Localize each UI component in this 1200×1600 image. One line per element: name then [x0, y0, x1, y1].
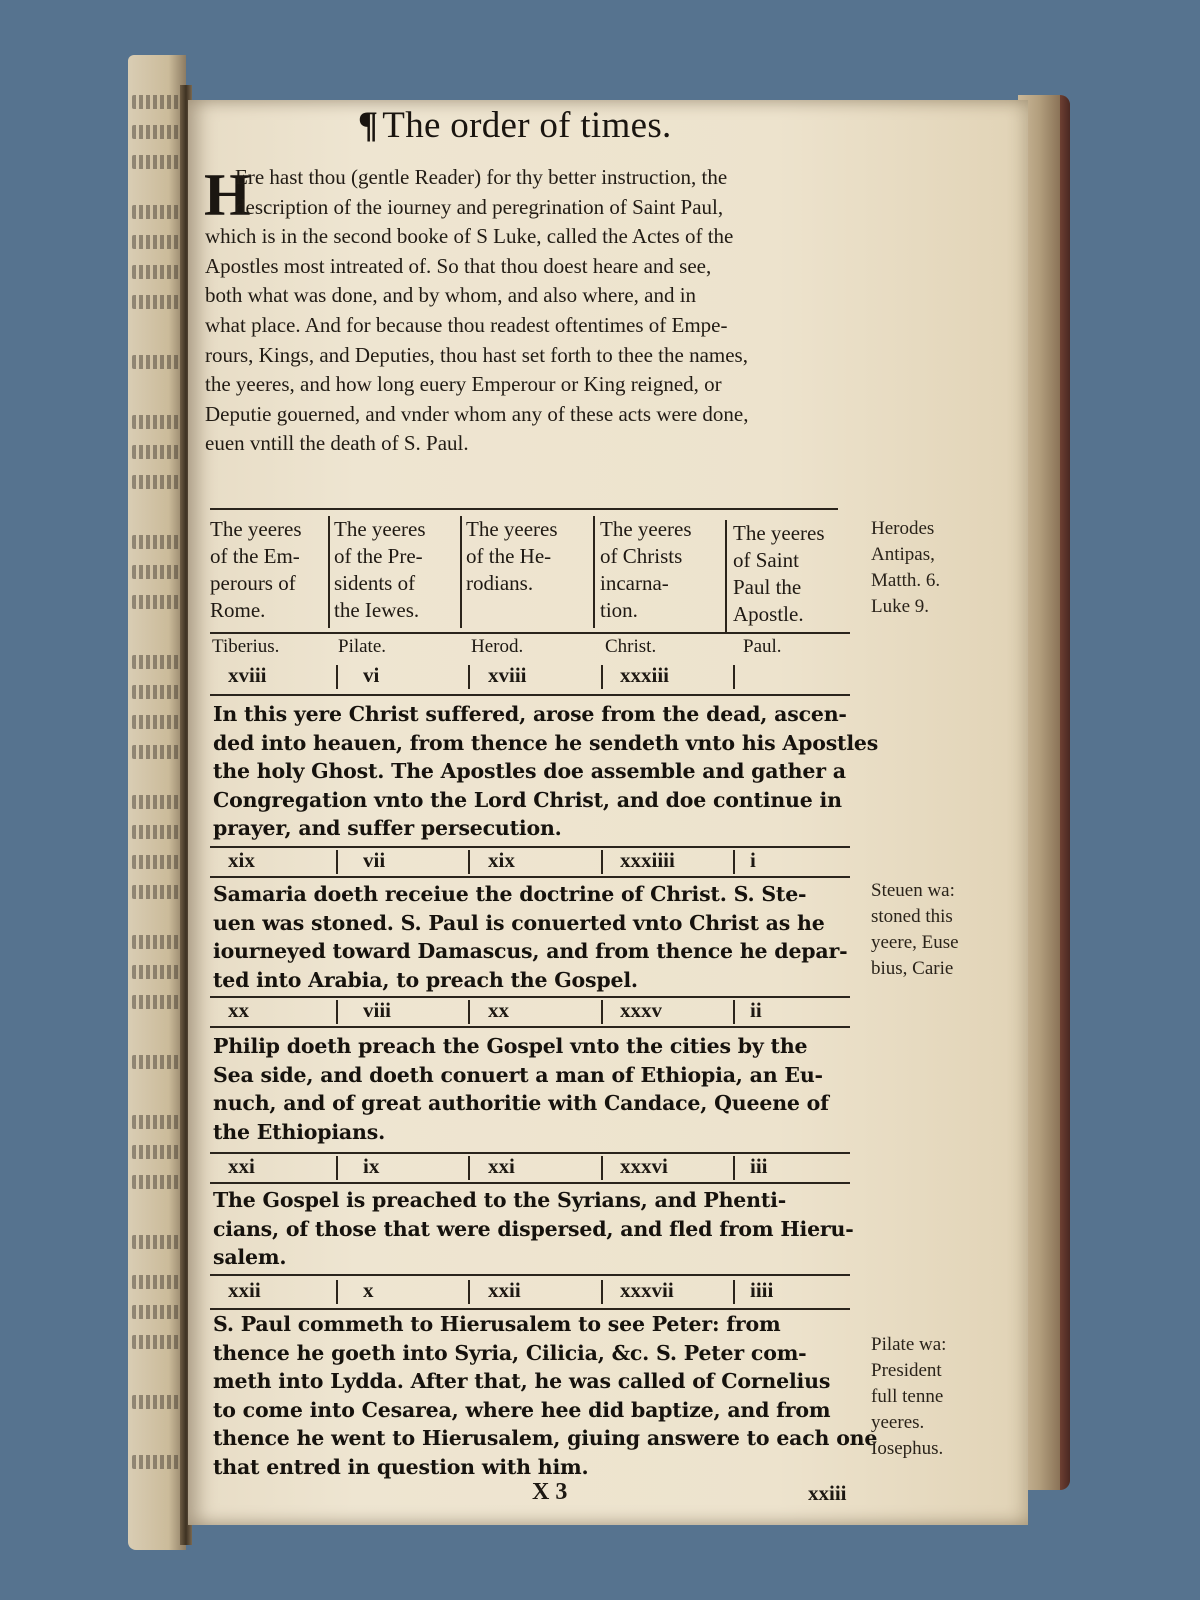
intro-line: Deputie gouerned, and vnder whom any of these acts were done, — [205, 401, 749, 426]
year-cell: xxxvii — [620, 1278, 674, 1302]
open-book — [128, 45, 1070, 1550]
table-rule — [210, 1026, 850, 1028]
entry-block: Samaria doeth receiue the doctrine of Christ. S. Ste- uen was stoned. S. Paul is conuerted vnto Christ as he iourneyed toward Damascus, and from thence he depar- ted into Arabia, to preach the Gospel. — [213, 882, 848, 992]
name-cell: Herod. — [471, 636, 524, 657]
year-cell: xxi — [488, 1154, 515, 1178]
name-cell: Pilate. — [338, 636, 387, 657]
entry-block: The Gospel is preached to the Syrians, and Phenti- cians, of those that were dispersed, and fled from Hieru- salem. — [213, 1188, 854, 1270]
name-cell: Christ. — [605, 636, 657, 657]
year-cell: i — [750, 848, 756, 872]
margin-note-steuen: Steuen wa: stoned this yeere, Euse bius, Carie — [871, 880, 959, 979]
intro-line: rours, Kings, and Deputies, thou hast set forth to thee the names, — [205, 342, 748, 367]
year-cell: iiii — [750, 1278, 774, 1302]
year-cell: ix — [363, 1154, 380, 1178]
catchword: xxiii — [808, 1481, 847, 1505]
year-cell: xxxiii — [620, 663, 670, 687]
year-cell: xviii — [488, 663, 527, 687]
table-rule — [210, 876, 850, 878]
header-herodians: The yeeres of the He- rodians. — [466, 517, 558, 595]
intro-line: Apostles most intreated of. So that thou doest heare and see, — [205, 253, 712, 278]
year-cell: xxxvi — [620, 1154, 668, 1178]
table-rule — [210, 1274, 850, 1276]
intro-line: description of the iourney and peregrination of Saint Paul, — [235, 194, 724, 219]
table-rule — [210, 632, 850, 634]
intro-line: what place. And for because thou readest oftentimes of Empe- — [205, 312, 728, 337]
year-cell: xix — [228, 848, 255, 872]
year-cell: viii — [363, 998, 392, 1022]
intro-paragraph — [205, 163, 865, 459]
intro-line: both what was done, and by whom, and also where, and in — [205, 283, 697, 308]
book-page — [188, 100, 1028, 1525]
year-cell: ii — [750, 998, 762, 1022]
year-cell: vii — [363, 848, 386, 872]
year-cell: xviii — [228, 663, 267, 687]
table-rule — [210, 508, 838, 510]
intro-line: which is in the second booke of S Luke, called the Actes of the — [205, 224, 734, 249]
year-cell: xxii — [228, 1278, 261, 1302]
entry-block: Philip doeth preach the Gospel vnto the cities by the Sea side, and doeth conuert a man of Ethiopia, an Eu- nuch, and of great authoritie with Candace, Queene of the Ethiopians. — [213, 1034, 829, 1144]
year-cell: xxi — [228, 1154, 255, 1178]
drop-capital: H — [204, 162, 251, 228]
page-title — [358, 104, 672, 147]
year-cell: xix — [488, 848, 515, 872]
pilcrow-mark: ¶ — [358, 105, 379, 146]
margin-note-pilate: Pilate wa: President full tenne yeeres. Iosephus. — [871, 1334, 947, 1459]
year-cell: xx — [488, 998, 509, 1022]
entry-block: In this yere Christ suffered, arose from the dead, ascen- ded into heauen, from thence he sendeth vnto his Apostles the holy Ghost. The Apostles doe assemble and gather a Congregation vnto the Lord Christ, and doe continue in prayer, and suffer persecution. — [213, 702, 879, 841]
margin-note-herod: Herodes Antipas, Matth. 6. Luke 9. — [871, 518, 941, 617]
name-cell: Tiberius. — [212, 636, 280, 657]
entry-block: S. Paul commeth to Hierusalem to see Peter: from thence he goeth into Syria, Cilicia, &c. S. Peter com- meth into Lydda. After that, he was called of Cornelius to come into Cesarea, where hee did baptize, and from thence he went to Hierusalem, giuing answere to each one that entred in question with him. — [213, 1312, 878, 1479]
header-presidents: The yeeres of the Pre- sidents of the Iewes. — [334, 517, 426, 622]
year-cell: vi — [363, 663, 380, 687]
intro-line: euen vntill the death of S. Paul. — [205, 431, 469, 456]
year-cell: iii — [750, 1154, 768, 1178]
page-title-text: The order of times. — [382, 105, 672, 146]
year-cell: x — [363, 1278, 374, 1302]
intro-line: the yeeres, and how long euery Emperour or King reigned, or — [205, 372, 722, 397]
year-cell: xx — [228, 998, 249, 1022]
table-rule — [210, 694, 850, 696]
header-christ: The yeeres of Christs incarna- tion. — [600, 517, 692, 622]
name-cell: Paul. — [743, 636, 782, 657]
table-rule — [210, 1182, 850, 1184]
year-cell: xxxv — [620, 998, 662, 1022]
year-cell: xxxiiii — [620, 848, 675, 872]
header-emperours: The yeeres of the Em- perours of Rome. — [210, 517, 302, 622]
intro-line: Ere hast thou (gentle Reader) for thy better instruction, the — [235, 165, 728, 189]
header-paul: The yeeres of Saint Paul the Apostle. — [733, 521, 825, 626]
signature-mark: X 3 — [532, 1479, 568, 1505]
left-page-edge — [128, 55, 186, 1550]
year-cell: xxii — [488, 1278, 521, 1302]
